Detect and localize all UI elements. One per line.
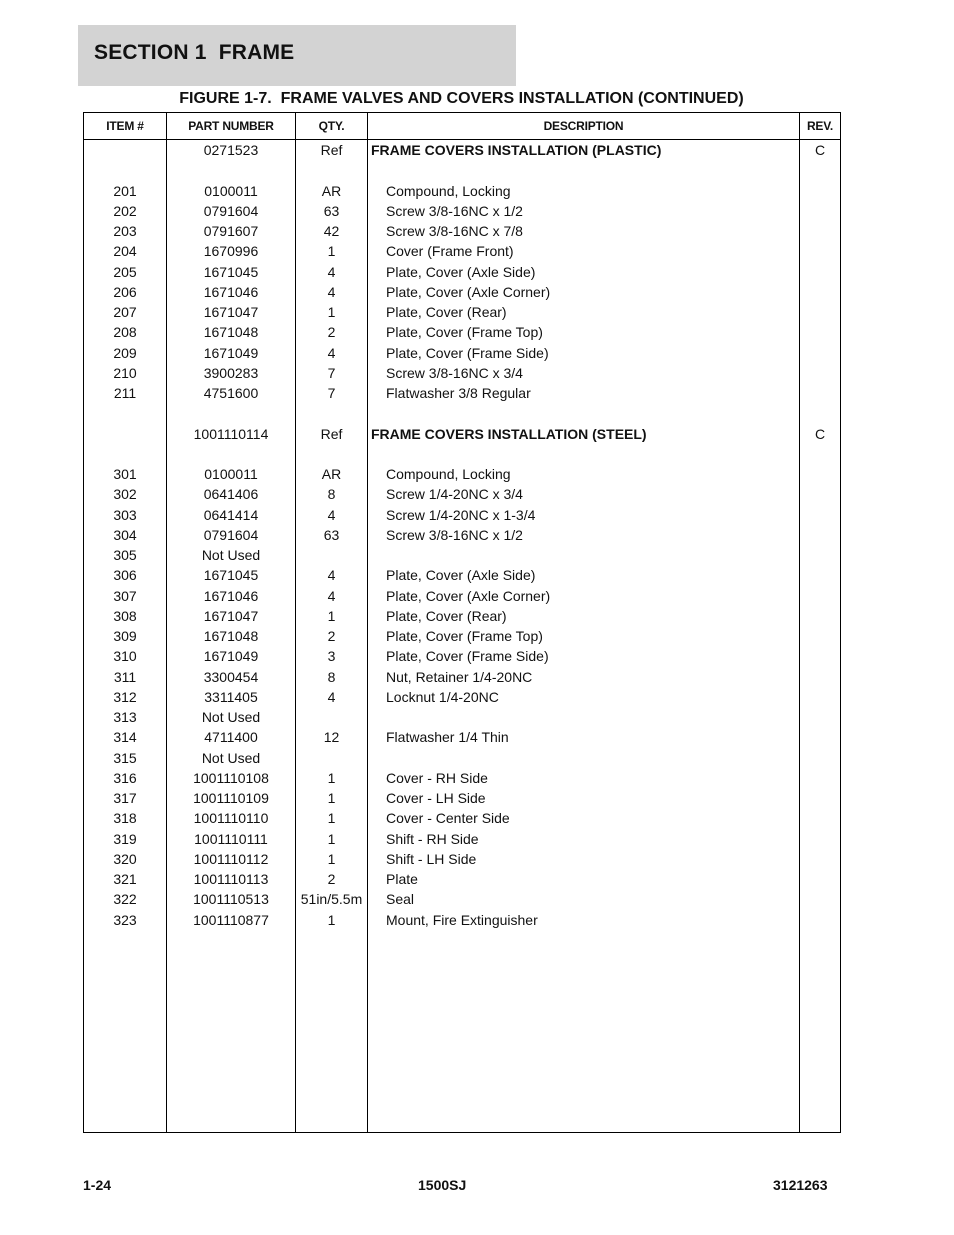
quantity: 1 [327,769,336,786]
description: Compound, Locking [386,182,511,199]
quantity: 8 [327,668,336,685]
section-title: SECTION 1 FRAME [94,41,295,64]
part-number: 0641406 [203,486,259,503]
table-row [84,910,840,930]
item-number: 317 [113,790,137,806]
table-row [84,768,840,788]
item-number: 303 [113,506,137,523]
item-number: 318 [113,810,137,827]
quantity: 4 [327,263,336,280]
item-number: 313 [113,709,137,725]
part-number: 1001110112 [193,850,269,867]
part-number: 1671048 [203,628,259,644]
table-row [84,707,840,727]
part-number: 3300454 [203,668,259,685]
part-number: 1670996 [203,243,259,260]
description: Plate, Cover (Axle Side) [386,567,536,584]
description: Mount, Fire Extinguisher [386,911,538,928]
table-row [84,302,840,322]
quantity: 1 [327,243,336,260]
table-row [84,788,840,808]
item-number: 304 [113,526,137,543]
part-number: 1001110110 [193,810,269,827]
description: Cover - Center Side [386,810,510,827]
item-number: 319 [113,830,137,847]
model-name: 1500SJ [418,1177,467,1193]
part-number: 1671045 [203,567,259,584]
part-number: 1671045 [203,263,259,280]
description: Screw 3/8-16NC x 7/8 [386,223,523,239]
quantity: 1 [327,850,336,867]
part-number: 0100011 [204,466,258,482]
table-row [84,869,840,889]
part-number: 0791604 [203,202,259,219]
part-number: 1001110108 [193,769,269,786]
quantity: 2 [327,628,336,644]
quantity: 1 [327,830,336,847]
part-number: 1001110109 [193,790,269,806]
item-number: 208 [113,324,137,341]
description: Nut, Retainer 1/4-20NC [386,668,533,685]
table-row [84,403,840,423]
description: Cover - RH Side [386,769,488,786]
part-number: 1671046 [203,587,259,604]
item-number: 312 [113,688,137,705]
table-row [84,687,840,707]
item-number: 323 [113,911,137,928]
quantity: Ref [320,425,343,442]
part-number: 4711400 [204,729,258,746]
table-row [84,444,840,464]
quantity: 1 [327,810,336,827]
part-number: 1001110111 [194,830,268,847]
description: Screw 3/8-16NC x 3/4 [386,364,523,381]
description: Plate, Cover (Rear) [386,607,507,624]
item-number: 205 [113,263,137,280]
description: Cover (Frame Front) [386,243,514,260]
item-number: 309 [113,628,137,644]
quantity: 42 [323,223,340,239]
table-row [84,181,840,201]
section-banner [78,25,516,86]
item-number: 320 [113,850,137,867]
description: Shift - LH Side [386,850,477,867]
item-number: 203 [113,223,137,239]
header-description: DESCRIPTION [543,119,624,133]
part-number: 1671047 [203,607,259,624]
description: FRAME COVERS INSTALLATION (PLASTIC) [371,142,662,158]
description: Plate, Cover (Rear) [386,304,507,320]
item-number: 321 [113,871,137,887]
item-number: 209 [113,344,137,361]
item-number: 202 [113,202,137,219]
description: Plate, Cover (Frame Top) [386,628,543,644]
item-number: 311 [113,668,137,685]
quantity: 4 [327,587,336,604]
table-row [84,727,840,747]
quantity: 2 [327,324,336,341]
table-row [84,586,840,606]
part-number: 1671049 [203,344,259,361]
table-row [84,545,840,565]
part-number: Not Used [201,547,261,563]
table-row [84,424,840,444]
quantity: 4 [327,344,336,361]
quantity: 1 [327,911,336,928]
quantity: 12 [323,729,340,746]
description: Plate, Cover (Frame Side) [386,648,549,665]
description: Screw 3/8-16NC x 1/2 [386,202,523,219]
table-row [84,484,840,504]
quantity: AR [321,182,342,199]
quantity: 63 [323,526,340,543]
item-number: 306 [113,567,137,584]
item-number: 315 [113,749,137,766]
quantity: 63 [323,202,340,219]
part-number: 4751600 [203,385,259,401]
description: Shift - RH Side [386,830,479,847]
item-number: 308 [113,607,137,624]
table-row [84,343,840,363]
quantity: 1 [327,304,336,320]
table-row [84,667,840,687]
item-number: 316 [113,769,137,786]
description: Locknut 1/4-20NC [386,688,499,705]
document-number: 3121263 [773,1177,828,1193]
quantity: 8 [327,486,336,503]
table-row [84,565,840,585]
description: Cover - LH Side [386,790,486,806]
part-number: 0641414 [203,506,259,523]
table-row [84,889,840,909]
description: Plate, Cover (Axle Corner) [386,587,551,604]
description: Plate, Cover (Axle Side) [386,263,536,280]
header-rev: REV. [806,119,834,133]
description: Plate, Cover (Frame Top) [386,324,543,341]
item-number: 207 [113,304,137,320]
item-number: 206 [113,283,137,300]
description: Seal [386,891,415,908]
part-number: 3900283 [203,364,259,381]
quantity: 7 [327,364,336,381]
description: Plate, Cover (Frame Side) [386,344,549,361]
part-number: 1001110113 [193,871,269,887]
item-number: 302 [113,486,137,503]
table-row [84,464,840,484]
table-row [84,505,840,525]
revision: C [814,425,826,442]
item-number: 310 [113,648,137,665]
quantity: 1 [327,790,336,806]
quantity: 2 [327,871,336,887]
revision: C [814,142,826,158]
table-row [84,808,840,828]
item-number: 305 [113,547,137,563]
table-header [84,113,840,140]
quantity: 1 [327,607,336,624]
part-number: 1671048 [203,324,259,341]
figure-title: FIGURE 1-7. FRAME VALVES AND COVERS INSTALLATION (CONTINUED) [179,90,744,107]
item-number: 307 [113,587,137,604]
item-number: 314 [113,729,137,746]
description: Plate [386,871,418,887]
quantity: AR [321,466,342,482]
part-number: 1001110877 [193,911,269,928]
part-number: 0791607 [203,223,259,239]
table-row [84,282,840,302]
item-number: 210 [113,364,137,381]
table-row [84,363,840,383]
header-part-number: PART NUMBER [188,119,274,133]
page-number: 1-24 [83,1177,112,1193]
table-row [84,829,840,849]
description: Screw 3/8-16NC x 1/2 [386,526,523,543]
quantity: 7 [327,385,336,401]
header-qty: QTY. [318,119,345,133]
part-number: 3311405 [204,688,258,705]
description: Flatwasher 1/4 Thin [386,729,509,746]
table-row [84,322,840,342]
description: FRAME COVERS INSTALLATION (STEEL) [371,425,647,442]
quantity: Ref [320,142,343,158]
quantity: 51in/5.5m [300,891,363,908]
description: Plate, Cover (Axle Corner) [386,283,551,300]
item-number: 201 [113,182,137,199]
item-number: 301 [113,466,137,482]
item-number: 204 [113,243,137,260]
table-row [84,646,840,666]
table-row [84,262,840,282]
part-number: 0100011 [204,182,258,199]
part-number: 1671046 [203,283,259,300]
description: Screw 1/4-20NC x 3/4 [386,486,523,503]
table-row [84,221,840,241]
part-number: 1001110513 [193,891,269,908]
part-number: Not Used [201,749,261,766]
item-number: 211 [113,385,137,401]
table-body [84,140,840,930]
part-number: 1001110114 [193,425,269,442]
part-number: Not Used [201,709,261,725]
quantity: 4 [327,506,336,523]
header-item: ITEM # [106,119,144,133]
table-row [84,383,840,403]
table-row [84,241,840,261]
part-number: 0791604 [203,526,259,543]
part-number: 0271523 [203,142,259,158]
table-row [84,525,840,545]
part-number: 1671049 [203,648,259,665]
description: Screw 1/4-20NC x 1-3/4 [386,506,536,523]
table-row [84,201,840,221]
table-row [84,140,840,160]
table-row [84,849,840,869]
description: Flatwasher 3/8 Regular [386,385,531,401]
quantity: 4 [327,688,336,705]
description: Compound, Locking [386,466,511,482]
table-row [84,606,840,626]
table-row [84,626,840,646]
table-row [84,748,840,768]
item-number: 322 [113,891,137,908]
quantity: 4 [327,567,336,584]
quantity: 4 [327,283,336,300]
table-row [84,160,840,180]
part-number: 1671047 [203,304,259,320]
parts-table [83,112,841,1133]
quantity: 3 [327,648,336,665]
